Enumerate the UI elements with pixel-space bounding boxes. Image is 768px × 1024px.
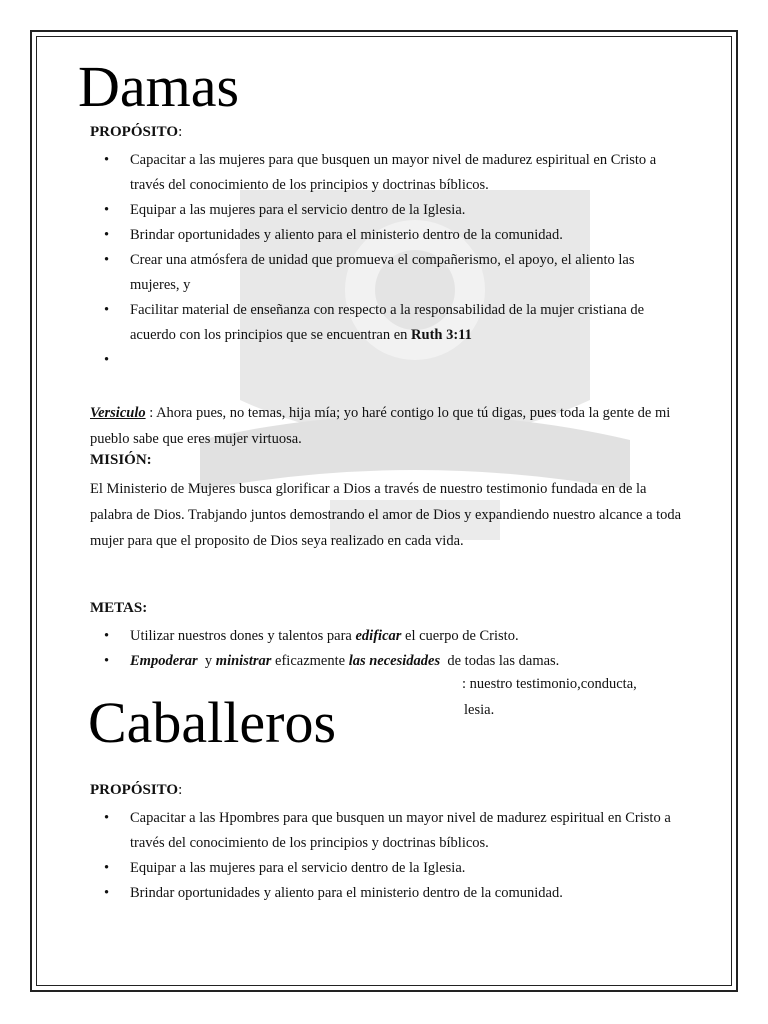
scripture-reference: Ruth 3:11	[411, 327, 472, 343]
metas-list	[90, 624, 680, 674]
clipped-text-fragment: : nuestro testimonio,conducta,	[462, 676, 637, 692]
versiculo-text: Ahora pues, no temas, hija mía; yo haré contigo lo que tú digas, pues toda la gente de mi pueblo sabe que eres mujer virtuosa.	[90, 405, 671, 447]
list-item: • Capacitar a las Hpombres para que busquen un mayor nivel de madurez espiritual en Cristo a través del conocimiento de los principios y doctrinas bíblicos.	[90, 806, 680, 856]
list-item: • Equipar a las mujeres para el servicio dentro de la Iglesia.	[90, 856, 680, 881]
metas-heading: METAS:	[90, 600, 148, 616]
metas-text: de todas las damas.	[440, 653, 560, 669]
list-item	[90, 624, 680, 649]
metas-text: el cuerpo de Cristo.	[401, 628, 519, 644]
metas-text: eficazmente	[271, 653, 349, 669]
clipped-text-fragment: lesia.	[464, 702, 495, 718]
mision-heading: MISIÓN:	[90, 452, 152, 468]
versiculo-label: Versiculo	[90, 405, 146, 421]
caballeros-proposito-colon: :	[178, 782, 183, 798]
metas-emphasis: Empoderar	[130, 653, 198, 669]
metas-emphasis: ministrar	[215, 653, 272, 669]
list-item: • Brindar oportunidades y aliento para el ministerio dentro de la comunidad.	[90, 881, 680, 906]
list-item: • Equipar a las mujeres para el servicio dentro de la Iglesia.	[90, 198, 680, 223]
damas-proposito-list	[90, 148, 680, 373]
metas-emphasis: las necesidades	[348, 653, 441, 669]
metas-text: y	[197, 653, 216, 669]
caballeros-title: Caballeros	[88, 690, 337, 755]
caballeros-proposito-heading	[90, 782, 182, 799]
damas-proposito-colon: :	[178, 124, 183, 140]
metas-emphasis: edificar	[355, 628, 402, 644]
list-item: • Crear una atmósfera de unidad que promueva el compañerismo, el apoyo, el aliento las mujeres, y	[90, 248, 680, 298]
mision-text: El Ministerio de Mujeres busca glorificar a Dios a través de nuestro testimonio fundada en de la palabra de Dios. Trabjando juntos demostrando el amor de Dios y expandiendo nuestro alcance a toda mujer para que el proposito de Dios seya realizado en cada vida.	[90, 481, 682, 549]
versiculo-paragraph	[90, 400, 690, 452]
versiculo-separator: :	[145, 405, 157, 421]
list-item	[90, 298, 680, 348]
damas-proposito-label: PROPÓSITO	[90, 124, 179, 140]
metas-text: Utilizar nuestros dones y talentos para	[130, 628, 356, 644]
caballeros-proposito-label: PROPÓSITO	[90, 782, 179, 798]
list-item: • Capacitar a las mujeres para que busquen un mayor nivel de madurez espiritual en Cristo a través del conocimiento de los principios y doctrinas bíblicos.	[90, 148, 680, 198]
empty-list-item	[90, 348, 680, 373]
damas-title: Damas	[78, 54, 240, 119]
damas-proposito-heading	[90, 124, 182, 141]
list-item	[90, 649, 680, 674]
list-item: • Brindar oportunidades y aliento para el ministerio dentro de la comunidad.	[90, 223, 680, 248]
item-text: Facilitar material de enseñanza con respecto a la responsabilidad de la mujer cristiana de acuerdo con los principios que se encuentran en	[130, 302, 645, 343]
caballeros-proposito-list	[90, 806, 680, 906]
